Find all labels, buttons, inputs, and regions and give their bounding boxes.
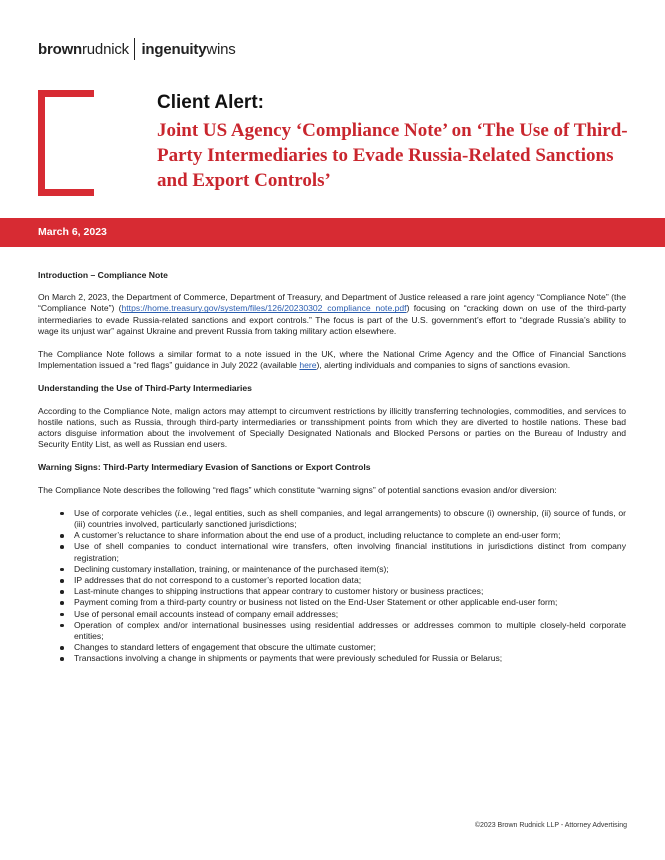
compliance-note-link[interactable]: https://home.treasury.gov/system/files/126/20230302_compliance_note.pdf (121, 303, 407, 314)
list-item: A customer’s reluctance to share information about the end use of a product, including reluctance to complete an end-user form; (74, 530, 626, 541)
intro-p1-text-b: ) focusing on “cracking down on use of the third-party intermediaries to evade Russia-related sanctions and export controls.” The focus is part of the U.S. government’s effort to “degrade Russia’s ability to wage its unjust war” against Ukraine and prevent Russia from taking military action elsewhere. (38, 303, 626, 336)
intro-p2-text-a: The Compliance Note follows a similar format to a note issued in the UK, where the National Crime Agency and the Office of Financial Sanctions Implementation issued a “red flags” guidance in July 2022 (available (38, 349, 626, 371)
intro-paragraph-2 (38, 349, 626, 371)
logo-brand-bold: brown (38, 40, 82, 58)
list-item: IP addresses that do not correspond to a customer’s reported location data; (74, 575, 626, 586)
page-footer: ©2023 Brown Rudnick LLP - Attorney Advertising (474, 822, 627, 829)
list-item: Last-minute changes to shipping instructions that appear contrary to customer history or business practices; (74, 586, 626, 597)
intro-paragraph-1 (38, 292, 626, 337)
warning-intro-paragraph: The Compliance Note describes the following “red flags” which constitute “warning signs” of potential sanctions evasion and/or diversion: (38, 484, 557, 495)
section-heading-warning-signs: Warning Signs: Third-Party Intermediary Evasion of Sanctions or Export Controls (38, 462, 371, 473)
client-alert-label: Client Alert: (157, 92, 264, 113)
logo-tagline-regular: wins (206, 40, 236, 58)
list-item: Declining customary installation, training, or maintenance of the purchased item(s); (74, 564, 626, 575)
uk-guidance-link[interactable]: here (299, 360, 317, 371)
alert-title: Joint US Agency ‘Compliance Note’ on ‘The Use of Third-Party Intermediaries to Evade Russia-Related Sanctions and Export Controls’ (157, 120, 628, 191)
red-bracket-decoration (38, 90, 94, 196)
date-banner (0, 218, 665, 247)
list-item: Operation of complex and/or international businesses using residential addresses or addresses common to multiple closely-held corporate entities; (74, 619, 626, 642)
understanding-paragraph: According to the Compliance Note, malign actors may attempt to circumvent restrictions by illicitly transferring technologies, commodities, and services to hostile nations, such as Russia, through third-party intermediaries or transshipment points from which they are diverted to hostile nations. These bad actors disguise information about the involvement of Specially Designated Nationals and Blocked Persons or parties on the Bureau of Industry and Security Entity List, as well as Russian end users. (38, 405, 626, 450)
bullet-1-text-b: , legal entities, such as shell companies, and legal arrangements) to obscure (i) ownership, (ii) source of funds, or (iii) countries involved, particularly sanctioned jurisdictions; (74, 507, 626, 530)
brand-logo (38, 38, 236, 60)
logo-tagline-bold: ingenuity (141, 40, 207, 58)
intro-p1-text-a: On March 2, 2023, the Department of Commerce, Department of Treasury, and Department of Justice released a rare joint agency “Compliance Note” (the “Compliance Note”) ( (38, 292, 626, 314)
alert-date: March 6, 2023 (38, 226, 107, 238)
section-heading-understanding: Understanding the Use of Third-Party Intermediaries (38, 383, 252, 394)
section-heading-introduction: Introduction – Compliance Note (38, 270, 168, 280)
list-item: Changes to standard letters of engagement that obscure the ultimate customer; (74, 642, 626, 653)
logo-divider (134, 38, 136, 60)
list-item: Use of personal email accounts instead of company email addresses; (74, 609, 626, 620)
red-flags-list (38, 508, 626, 665)
logo-brand-regular: rudnick (82, 40, 129, 58)
list-item: Use of shell companies to conduct international wire transfers, often involving financial institutions in jurisdictions distinct from company registration; (74, 541, 626, 563)
bullet-1-text-a: Use of corporate vehicles ( (74, 507, 178, 518)
document-body (38, 270, 626, 665)
list-item: Transactions involving a change in shipments or payments that were previously scheduled for Russia or Belarus; (74, 653, 626, 664)
bullet-1-italic: i.e. (177, 507, 190, 518)
intro-p2-text-b: ), alerting individuals and companies to signs of sanctions evasion. (316, 360, 571, 371)
list-item: Payment coming from a third-party country or business not listed on the End-User Statement or other applicable end-user form; (74, 597, 626, 608)
list-item (74, 508, 626, 530)
